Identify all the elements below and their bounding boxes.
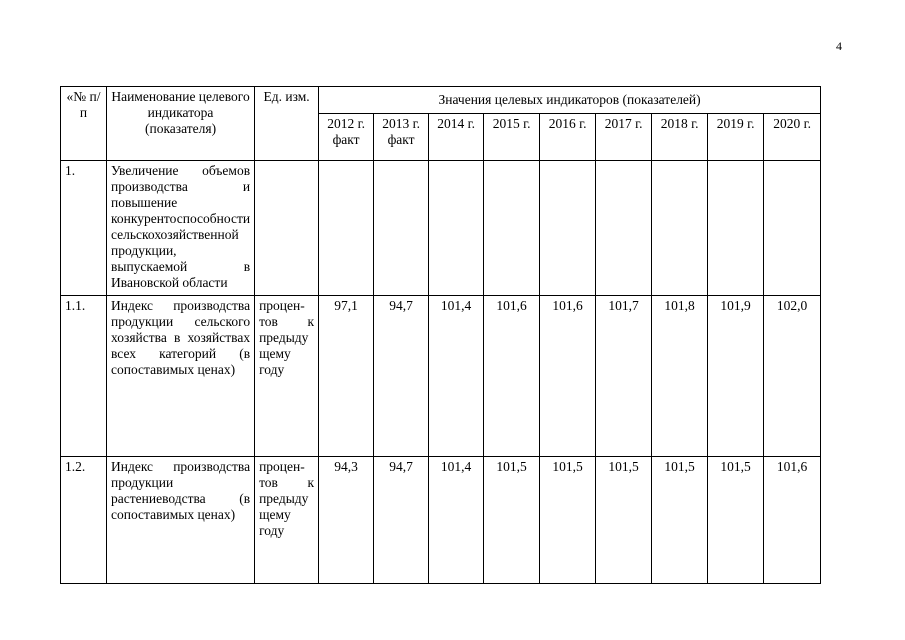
row-value [319, 161, 374, 296]
row-value: 97,1 [319, 296, 374, 457]
row-value [764, 161, 821, 296]
row-name: Индекс производства продукции сельского хозяйства в хозяйствах всех категорий (в сопоставимых ценах) [107, 296, 255, 457]
year-header: 2015 г. [484, 114, 540, 161]
row-value [484, 161, 540, 296]
row-value: 101,6 [540, 296, 596, 457]
row-value: 101,5 [596, 457, 652, 584]
row-value: 101,4 [429, 457, 484, 584]
table-row [61, 161, 821, 296]
row-value [652, 161, 708, 296]
row-num: 1.1. [61, 296, 107, 457]
row-unit: процен-тов к предыду щему году [255, 296, 319, 457]
page-number: 4 [836, 39, 842, 53]
table-row [61, 457, 821, 584]
row-value: 94,7 [374, 457, 429, 584]
row-value: 101,4 [429, 296, 484, 457]
indicators-table [60, 86, 821, 584]
row-value [374, 161, 429, 296]
row-name: Индекс производства продукции растениеводства (в сопоставимых ценах) [107, 457, 255, 584]
row-value [540, 161, 596, 296]
row-value: 101,7 [596, 296, 652, 457]
year-header: 2018 г. [652, 114, 708, 161]
row-value: 101,5 [708, 457, 764, 584]
header-unit: Ед. изм. [255, 87, 319, 161]
row-value: 101,5 [540, 457, 596, 584]
row-num: 1.2. [61, 457, 107, 584]
row-value: 101,6 [764, 457, 821, 584]
table-row [61, 296, 821, 457]
header-row [61, 87, 821, 114]
row-value: 101,9 [708, 296, 764, 457]
row-value: 102,0 [764, 296, 821, 457]
row-value [429, 161, 484, 296]
row-value [708, 161, 764, 296]
row-value: 94,7 [374, 296, 429, 457]
row-value: 101,6 [484, 296, 540, 457]
row-unit: процен-тов к предыду щему году [255, 457, 319, 584]
year-header: 2017 г. [596, 114, 652, 161]
year-header: 2013 г. факт [374, 114, 429, 161]
row-value [596, 161, 652, 296]
row-num: 1. [61, 161, 107, 296]
header-values-title: Значения целевых индикаторов (показателей) [319, 87, 821, 114]
year-header: 2020 г. [764, 114, 821, 161]
year-header: 2016 г. [540, 114, 596, 161]
year-header: 2014 г. [429, 114, 484, 161]
year-header: 2012 г. факт [319, 114, 374, 161]
row-value: 101,5 [652, 457, 708, 584]
row-unit [255, 161, 319, 296]
year-header: 2019 г. [708, 114, 764, 161]
row-value: 94,3 [319, 457, 374, 584]
row-value: 101,8 [652, 296, 708, 457]
header-name: Наименование целевого индикатора (показателя) [107, 87, 255, 161]
row-value: 101,5 [484, 457, 540, 584]
header-num: «№ п/п [61, 87, 107, 161]
row-name: Увеличение объемов производства и повышение конкурентоспособности сельскохозяйственной продукции, выпускаемой в Ивановской области [107, 161, 255, 296]
